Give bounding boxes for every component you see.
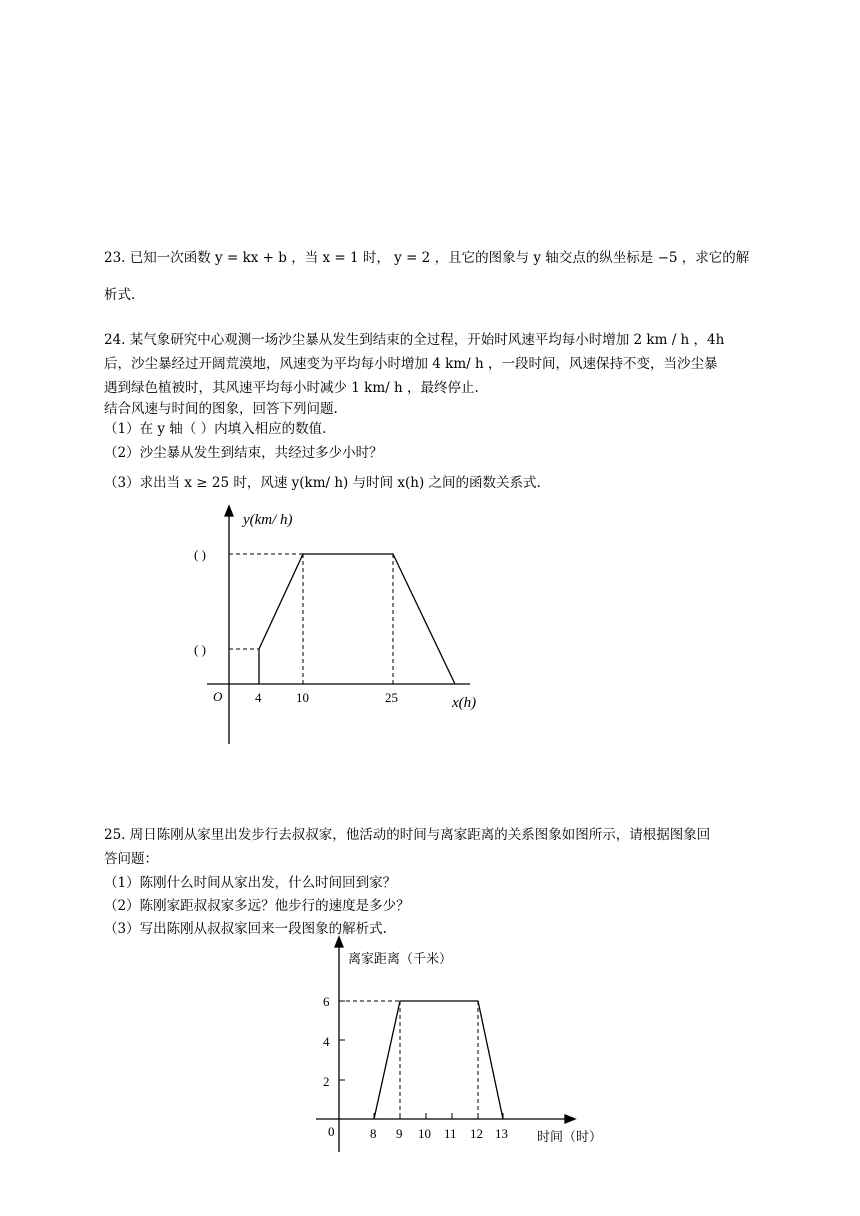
origin-label: 0 bbox=[328, 1124, 335, 1139]
q24-item-2: （2）沙尘暴从发生到结束，共经过多少小时？ bbox=[104, 445, 383, 461]
x-tick-label: 9 bbox=[396, 1126, 403, 1141]
series-line bbox=[374, 1001, 503, 1119]
q24-item-3: （3）求出当 x ≥ 25 时，风速 y(km/ h) 与时间 x(h) 之间的函数关系式. bbox=[104, 475, 541, 491]
y-tick-label: 4 bbox=[323, 1034, 330, 1049]
q25-line-2: 答问题： bbox=[104, 851, 158, 867]
x-tick-label: 25 bbox=[385, 690, 398, 705]
q24-line-4: 结合风速与时间的图象，回答下列问题. bbox=[104, 401, 338, 417]
y-bracket-top: ( ) bbox=[194, 547, 206, 562]
y-axis-arrow bbox=[225, 506, 233, 516]
x-tick-label: 4 bbox=[255, 690, 262, 705]
q23-line-1: 23. 已知一次函数 y = kx + b ，当 x = 1 时， y = 2 ，且它的图象与 y 轴交点的纵坐标是 −5 ，求它的解 bbox=[104, 250, 750, 266]
y-axis-label: 离家距离（千米） bbox=[348, 952, 453, 967]
y-bracket-bottom: ( ) bbox=[194, 642, 206, 657]
x-tick-label: 10 bbox=[296, 690, 309, 705]
q24-line-1: 24. 某气象研究中心观测一场沙尘暴从发生到结束的全过程，开始时风速平均每小时增加 2 km / h ，4h bbox=[104, 332, 725, 348]
x-tick-label: 10 bbox=[418, 1126, 431, 1141]
q24-line-3: 遇到绿色植被时，其风速平均每小时减少 1 km/ h ，最终停止. bbox=[104, 380, 479, 396]
q25-item-2: （2）陈刚家距叔叔家多远？他步行的速度是多少？ bbox=[104, 898, 410, 914]
series-line bbox=[259, 554, 455, 684]
x-tick-label: 8 bbox=[370, 1126, 377, 1141]
x-axis-label: 时间（时） bbox=[537, 1130, 603, 1145]
q24-item-1: （1）在 y 轴（ ）内填入相应的数值. bbox=[104, 421, 327, 437]
q24-line-2: 后，沙尘暴经过开阔荒漠地，风速变为平均每小时增加 4 km/ h ，一段时间，风速保持不变，当沙尘暴 bbox=[104, 356, 718, 372]
x-axis-arrow bbox=[565, 1115, 575, 1123]
x-tick-label: 13 bbox=[495, 1126, 508, 1141]
y-tick-label: 6 bbox=[323, 994, 330, 1009]
q23-line-2: 析式. bbox=[104, 287, 136, 303]
q25-item-3: （3）写出陈刚从叔叔家回来一段图象的解析式. bbox=[104, 921, 387, 937]
x-tick-label: 12 bbox=[470, 1126, 483, 1141]
x-tick-label: 11 bbox=[444, 1126, 457, 1141]
y-axis-label: y(km/ h) bbox=[243, 512, 293, 528]
q25-item-1: （1）陈刚什么时间从家出发，什么时间回到家？ bbox=[104, 875, 397, 891]
y-tick-label: 2 bbox=[323, 1074, 330, 1089]
x-axis-label: x(h) bbox=[452, 695, 477, 711]
q25-line-1: 25. 周日陈刚从家里出发步行去叔叔家，他活动的时间与离家距离的关系图象如图所示，请根据图象回 bbox=[104, 827, 711, 843]
origin-label: O bbox=[213, 689, 223, 704]
